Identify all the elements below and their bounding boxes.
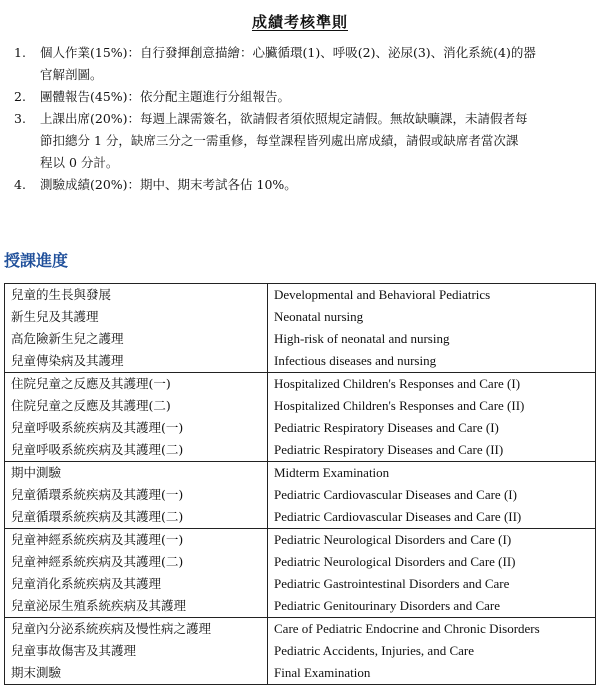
topic-chinese-cell: 期末測驗 (5, 662, 268, 685)
rule-number: 4. (14, 177, 26, 192)
topic-english-cell: Pediatric Respiratory Diseases and Care (I) (268, 417, 596, 439)
page-title: 成績考核準則 (251, 13, 348, 31)
course-schedule-table (4, 283, 596, 685)
topic-chinese-cell: 期中測驗 (5, 462, 268, 485)
topic-english-cell: Pediatric Neurological Disorders and Care (I) (268, 529, 596, 552)
topic-chinese-cell: 住院兒童之反應及其護理(一) (5, 373, 268, 396)
topic-english-cell: Pediatric Genitourinary Disorders and Care (268, 595, 596, 618)
topic-english-cell: Pediatric Accidents, Injuries, and Care (268, 640, 596, 662)
topic-chinese-cell: 兒童呼吸系統疾病及其護理(二) (5, 439, 268, 462)
table-row (5, 439, 596, 462)
topic-chinese-cell: 兒童傳染病及其護理 (5, 350, 268, 373)
topic-english-cell: Developmental and Behavioral Pediatrics (268, 284, 596, 307)
topic-english-cell: Midterm Examination (268, 462, 596, 485)
topic-chinese-cell: 兒童泌尿生殖系統疾病及其護理 (5, 595, 268, 618)
table-row (5, 551, 596, 573)
topic-english-cell: Hospitalized Children's Responses and Care (I) (268, 373, 596, 396)
grading-rule (14, 108, 590, 174)
grading-rule (14, 174, 590, 196)
table-row (5, 662, 596, 685)
topic-english-cell: Pediatric Cardiovascular Diseases and Care (I) (268, 484, 596, 506)
topic-chinese-cell: 兒童循環系統疾病及其護理(二) (5, 506, 268, 529)
rule-line: 節扣總分 1 分，缺席三分之一需重修，每堂課程皆列處出席成績，請假或缺席者當次課 (40, 133, 519, 148)
rule-line: 上課出席(20%)：每週上課需簽名，欲請假者須依照規定請假。無故缺曠課，未請假者每 (40, 111, 528, 126)
topic-chinese-cell: 兒童內分泌系統疾病及慢性病之護理 (5, 618, 268, 641)
table-row (5, 350, 596, 373)
topic-english-cell: Pediatric Cardiovascular Diseases and Care (II) (268, 506, 596, 529)
table-row (5, 417, 596, 439)
topic-chinese-cell: 兒童神經系統疾病及其護理(二) (5, 551, 268, 573)
topic-chinese-cell: 住院兒童之反應及其護理(二) (5, 395, 268, 417)
table-row (5, 595, 596, 618)
table-row (5, 395, 596, 417)
table-row (5, 328, 596, 350)
topic-chinese-cell: 兒童神經系統疾病及其護理(一) (5, 529, 268, 552)
rule-line: 官解剖圖。 (40, 67, 103, 82)
topic-english-cell: Care of Pediatric Endocrine and Chronic Disorders (268, 618, 596, 641)
topic-english-cell: Pediatric Neurological Disorders and Care (II) (268, 551, 596, 573)
grading-rule (14, 86, 590, 108)
topic-english-cell: Pediatric Respiratory Diseases and Care (II) (268, 439, 596, 462)
rule-line: 程以 0 分計。 (40, 155, 119, 170)
table-row (5, 284, 596, 307)
table-row (5, 373, 596, 396)
rule-line: 個人作業(15%)：自行發揮創意描繪：心臟循環(1)、呼吸(2)、泌尿(3)、消化系統(4)的器 (40, 45, 536, 60)
rule-line: 測驗成績(20%)：期中、期末考試各佔 10%。 (40, 177, 297, 192)
topic-english-cell: Infectious diseases and nursing (268, 350, 596, 373)
topic-english-cell: Final Examination (268, 662, 596, 685)
rule-number: 3. (14, 111, 26, 126)
table-row (5, 484, 596, 506)
topic-chinese-cell: 兒童事故傷害及其護理 (5, 640, 268, 662)
rule-line: 團體報告(45%)：依分配主題進行分組報告。 (40, 89, 291, 104)
rule-number: 1. (14, 45, 26, 60)
table-row (5, 618, 596, 641)
table-row (5, 462, 596, 485)
grading-rule (14, 42, 590, 86)
topic-chinese-cell: 兒童循環系統疾病及其護理(一) (5, 484, 268, 506)
table-row (5, 640, 596, 662)
table-row (5, 306, 596, 328)
topic-english-cell: Pediatric Gastrointestinal Disorders and Care (268, 573, 596, 595)
topic-chinese-cell: 兒童消化系統疾病及其護理 (5, 573, 268, 595)
topic-english-cell: High-risk of neonatal and nursing (268, 328, 596, 350)
topic-chinese-cell: 新生兒及其護理 (5, 306, 268, 328)
table-row (5, 506, 596, 529)
topic-english-cell: Hospitalized Children's Responses and Care (II) (268, 395, 596, 417)
topic-chinese-cell: 兒童的生長與發展 (5, 284, 268, 307)
table-row (5, 529, 596, 552)
table-row (5, 573, 596, 595)
grading-rules-list (14, 42, 590, 196)
rule-number: 2. (14, 89, 26, 104)
schedule-heading: 授課進度 (4, 251, 69, 270)
topic-english-cell: Neonatal nursing (268, 306, 596, 328)
topic-chinese-cell: 兒童呼吸系統疾病及其護理(一) (5, 417, 268, 439)
topic-chinese-cell: 高危險新生兒之護理 (5, 328, 268, 350)
